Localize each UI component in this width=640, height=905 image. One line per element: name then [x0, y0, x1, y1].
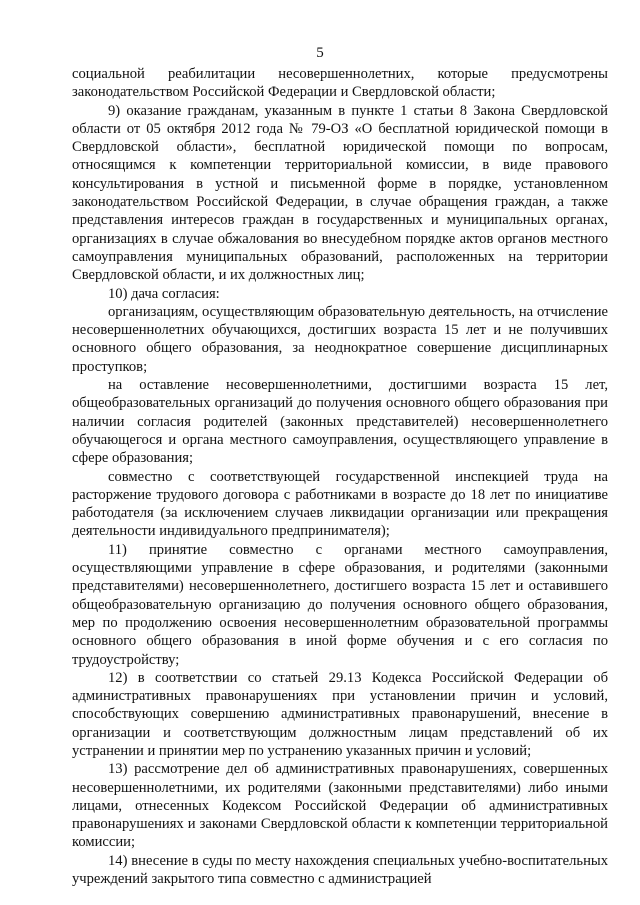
paragraph-item-10: 10) дача согласия: — [108, 285, 220, 302]
paragraph-item-10-organizations: организациям, осуществляющим образовательную деятельность, на отчисление несовершеннолетних обучающихся, достигших возраста 15 лет и не получивших основного общего образования, за неоднократное совершение дисциплинарных проступков; — [72, 303, 608, 375]
paragraph-item-11: 11) принятие совместно с органами местного самоуправления, осуществляющими управление в сфере образования, и родителями (законными представителями) несовершеннолетнего, достигшего возраста 15 лет и оставившего общеобразовательную организацию до получения основного общего образования, мер по продолжению освоения несовершеннолетним образовательной программы основного общего образования в иной форме обучения и с его согласия по трудоустройству; — [72, 541, 608, 668]
paragraph-continuation: социальной реабилитации несовершеннолетних, которые предусмотрены законодательством Российской Федерации и Свердловской области; — [72, 66, 608, 101]
paragraph-item-12: 12) в соответствии со статьей 29.13 Кодекса Российской Федерации об административных правонарушениях при установлении причин и условий, способствующих совершению административных правонарушений, внесение в организации и соответствующим должностным лицам представлений об их устранении и принятии мер по устранению указанных причин и условий; — [72, 669, 608, 759]
paragraph-item-10-leaving-school: на оставление несовершеннолетними, достигшими возраста 15 лет, общеобразовательных организаций до получения основного общего образования при наличии согласия родителей (законных представителей) несовершеннолетнего обучающегося и органа местного самоуправления, осуществляющего управление в сфере образования; — [72, 377, 608, 467]
paragraph-item-13: 13) рассмотрение дел об административных правонарушениях, совершенных несовершеннолетними, их родителями (законными представителями) либо иными лицами, отнесенных Кодексом Российской Федерации об административных правонарушениях и законами Свердловской области к компетенции территориальной комиссии; — [72, 761, 608, 851]
paragraph-item-14: 14) внесение в суды по месту нахождения специальных учебно-воспитательных учреждений закрытого типа совместно с администрацией — [72, 852, 608, 888]
page-number: 5 — [316, 45, 324, 61]
document-body — [72, 65, 608, 888]
paragraph-item-9: 9) оказание гражданам, указанным в пункте 1 статьи 8 Закона Свердловской области от 05 октября 2012 года № 79-ОЗ «О бесплатной юридической помощи в Свердловской области», бесплатной юридической помощи по вопросам, относящимся к компетенции территориальной комиссии, в виде правового консультирования в устной и письменной форме в порядке, установленном законодательством Российской Федерации, в случае обращения граждан, а также представления интересов граждан в государственных и муниципальных органах, организациях в случае обжалования во внесудебном порядке актов органов местного самоуправления муниципальных образований, расположенных на территории Свердловской области, и их должностных лиц; — [72, 102, 608, 284]
paragraph-item-10-labor-contract: совместно с соответствующей государственной инспекцией труда на расторжение трудового договора с работниками в возрасте до 18 лет по инициативе работодателя (за исключением случаев ликвидации организации или прекращения деятельности индивидуального предпринимателя); — [72, 468, 608, 540]
